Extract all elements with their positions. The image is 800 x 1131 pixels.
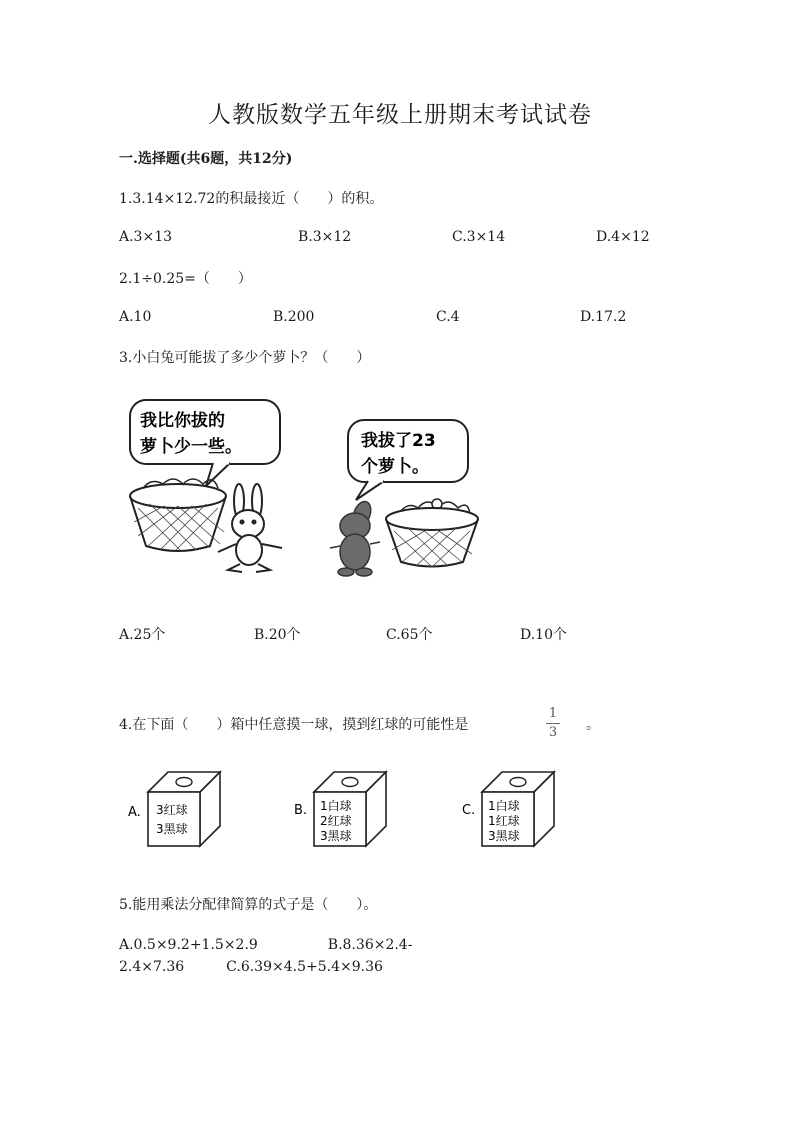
q3-illustration	[118, 396, 488, 581]
fraction-one-third	[546, 706, 560, 741]
q2-option-c: C.4	[436, 309, 460, 325]
q3-option-b: B.20个	[254, 627, 301, 643]
page-title: 人教版数学五年级上册期末考试试卷	[208, 102, 592, 128]
question-4: 4.在下面（ ）箱中任意摸一球，摸到红球的可能性是	[119, 717, 469, 733]
q1-option-d: D.4×12	[596, 229, 650, 245]
box-a-line-1: 3红球	[156, 803, 188, 817]
bubble-right-line-1: 我拔了23	[361, 431, 436, 451]
q3-option-a: A.25个	[119, 627, 166, 643]
bubble-left-line-2: 萝卜少一些。	[140, 437, 242, 457]
gray-rabbit-icon	[330, 499, 380, 576]
box-a-label: A.	[128, 805, 141, 820]
box-b	[294, 770, 394, 850]
q2-option-b: B.200	[273, 309, 315, 325]
q1-option-c: C.3×14	[452, 229, 506, 245]
section-heading: 一.选择题(共6题，共12分)	[119, 151, 293, 167]
question-3: 3.小白兔可能拔了多少个萝卜？（ ）	[119, 350, 371, 366]
question-4-tail: 。	[586, 717, 600, 733]
basket-right-icon	[386, 499, 478, 567]
box-a-hole	[176, 778, 192, 787]
question-5: 5.能用乘法分配律简算的式子是（ ）。	[119, 897, 378, 913]
box-c-hole	[510, 778, 526, 787]
box-c	[462, 770, 562, 850]
q5-options-line-2: 2.4×7.36 C.6.39×4.5+5.4×9.36	[119, 959, 383, 975]
box-c-line-2: 1红球	[488, 814, 520, 828]
q3-option-d: D.10个	[520, 627, 567, 643]
q1-option-a: A.3×13	[119, 229, 173, 245]
q1-option-b: B.3×12	[298, 229, 352, 245]
box-b-line-2: 2红球	[320, 814, 352, 828]
box-c-line-3: 3黑球	[488, 829, 520, 843]
basket-left-icon	[130, 479, 226, 551]
box-a-line-2: 3黑球	[156, 822, 188, 836]
question-1: 1.3.14×12.72的积最接近（ ）的积。	[119, 191, 384, 207]
bubble-left-line-1: 我比你拔的	[140, 411, 225, 431]
bubble-right-line-2: 个萝卜。	[361, 457, 429, 477]
fraction-numerator: 1	[548, 706, 558, 721]
question-2: 2.1÷0.25=（ ）	[119, 271, 252, 287]
q3-option-c: C.65个	[386, 627, 433, 643]
fraction-bar	[546, 723, 560, 724]
fraction-denominator: 3	[548, 725, 558, 740]
box-b-line-3: 3黑球	[320, 829, 352, 843]
box-b-line-1: 1白球	[320, 799, 352, 813]
q2-option-d: D.17.2	[580, 309, 627, 325]
speech-bubble-right	[348, 420, 468, 500]
q5-options-line-1: A.0.5×9.2+1.5×2.9 B.8.36×2.4-	[119, 937, 413, 953]
q2-option-a: A.10	[119, 309, 152, 325]
box-a	[128, 770, 228, 850]
box-b-label: B.	[294, 803, 308, 818]
white-rabbit-icon	[218, 484, 282, 572]
box-c-label: C.	[462, 803, 476, 818]
speech-bubble-left	[130, 400, 280, 486]
box-c-line-1: 1白球	[488, 799, 520, 813]
box-b-hole	[342, 778, 358, 787]
